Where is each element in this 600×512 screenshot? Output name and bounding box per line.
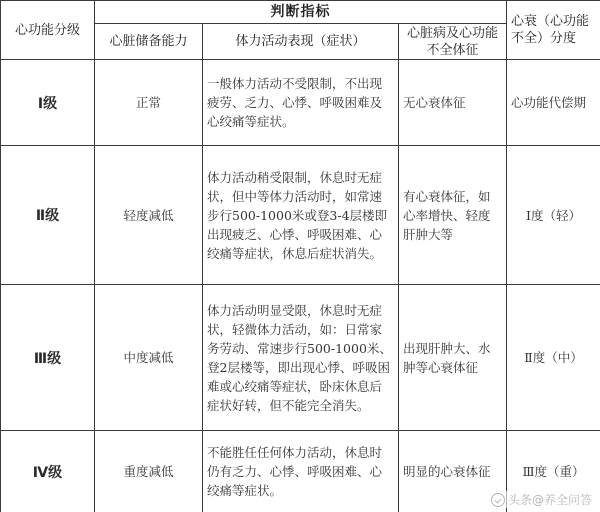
degree-cell: Ⅰ度（轻） <box>507 146 600 285</box>
degree-cell: 心功能代偿期 <box>507 60 600 146</box>
reserve-cell: 轻度减低 <box>95 146 203 285</box>
table-row <box>1 285 600 431</box>
physical-activity-header: 体力活动表现（症状） <box>203 24 399 60</box>
reserve-cell: 正常 <box>95 60 203 146</box>
watermark-text: 头条@养全问答 <box>507 493 592 507</box>
header-row-top <box>1 1 600 24</box>
level-cell: Ⅱ级 <box>1 146 95 285</box>
signs-cell: 明显的心衰体征 <box>399 431 507 512</box>
activity-cell: 不能胜任任何体力活动，休息时仍有乏力、心悸、呼吸困难、心绞痛等症状。 <box>203 431 399 512</box>
criteria-header: 判断指标 <box>95 1 507 24</box>
signs-cell: 出现肝肿大、水肿等心衰体征 <box>399 285 507 431</box>
activity-cell: 体力活动稍受限制，休息时无症状，但中等体力活动时，如常速步行500-1000米或登3-4层楼即出现疲乏、心悸、呼吸困难、心绞痛等症状，休息后症状消失。 <box>203 146 399 285</box>
signs-cell: 无心衰体征 <box>399 60 507 146</box>
signs-cell: 有心衰体征，如心率增快、轻度肝肿大等 <box>399 146 507 285</box>
degree-cell: Ⅱ度（中） <box>507 285 600 431</box>
level-cell: Ⅲ级 <box>1 285 95 431</box>
table-row <box>1 146 600 285</box>
reserve-cell: 中度减低 <box>95 285 203 431</box>
cardiac-reserve-header: 心脏储备能力 <box>95 24 203 60</box>
grade-header: 心功能分级 <box>1 1 95 60</box>
table-row <box>1 60 600 146</box>
checkmark-circle-icon <box>491 493 505 507</box>
level-cell: Ⅳ级 <box>1 431 95 512</box>
activity-cell: 体力活动明显受限，休息时无症状，轻微体力活动，如：日常家务劳动、常速步行500-1000米、登2层楼等，即出现心悸、呼吸困难或心绞痛等症状，卧床休息后症状好转，但不能完全消失。 <box>203 285 399 431</box>
activity-cell: 一般体力活动不受限制，不出现疲劳、乏力、心悸、呼吸困难及心绞痛等症状。 <box>203 60 399 146</box>
heart-failure-degree-header: 心衰（心功能不全）分度 <box>507 1 600 60</box>
reserve-cell: 重度减低 <box>95 431 203 512</box>
level-cell: Ⅰ级 <box>1 60 95 146</box>
heart-signs-header: 心脏病及心功能不全体征 <box>399 24 507 60</box>
degree-cell: Ⅲ度（重） <box>507 431 600 512</box>
watermark <box>491 491 592 508</box>
